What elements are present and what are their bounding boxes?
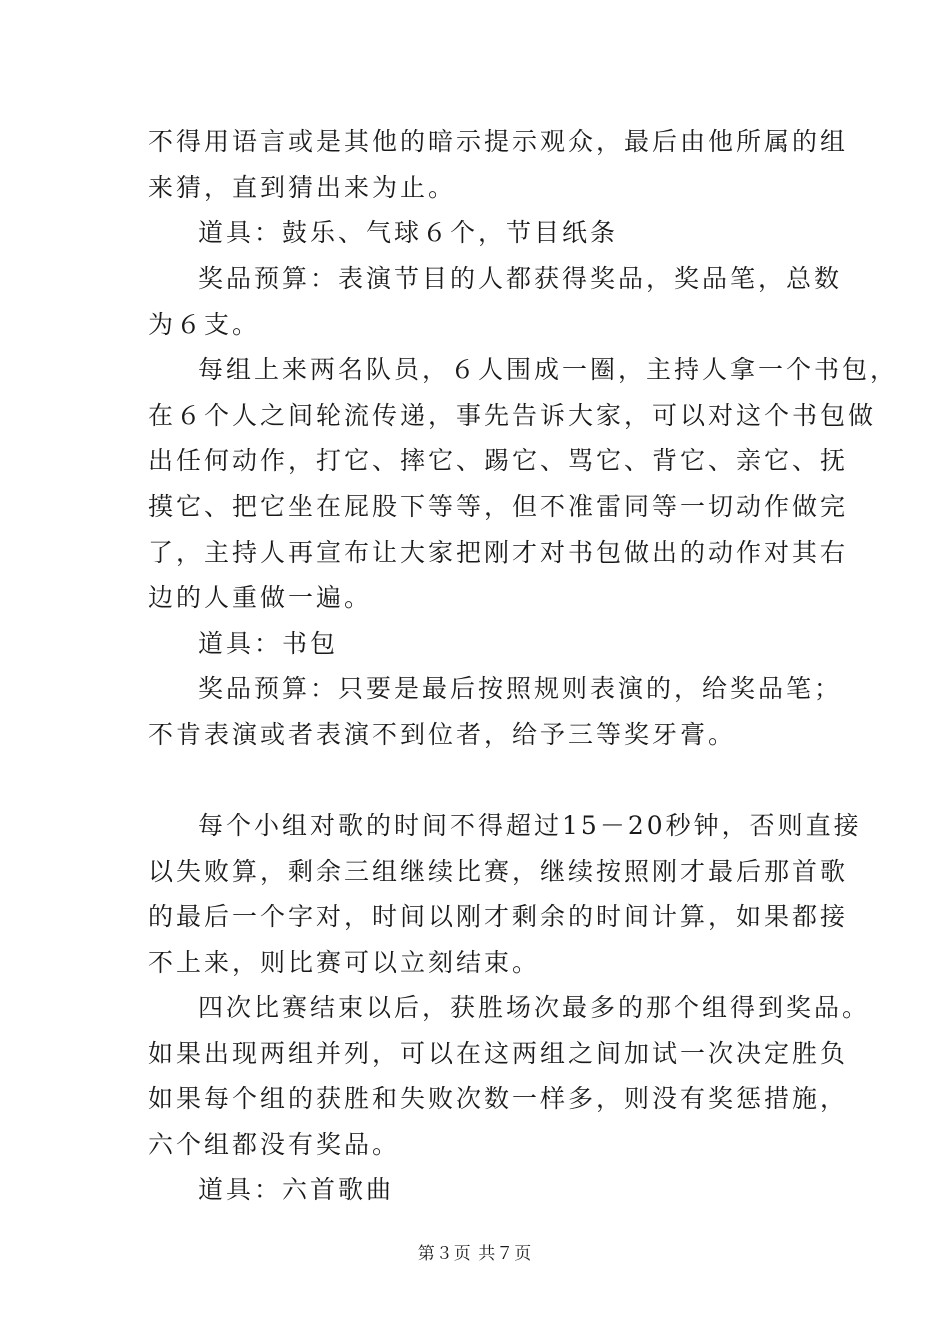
text-line: 四次比赛结束以后，获胜场次最多的那个组得到奖品。 xyxy=(198,993,871,1022)
text-line: 以失败算，剩余三组继续比赛，继续按照刚才最后那首歌 xyxy=(148,857,849,886)
text-line: 不上来，则比赛可以立刻结束。 xyxy=(148,948,541,977)
text-line: 奖品预算：表演节目的人都获得奖品，奖品笔，总数 xyxy=(198,264,843,293)
text-line: 如果出现两组并列，可以在这两组之间加试一次决定胜负 xyxy=(148,1039,849,1068)
text-line: 了，主持人再宣布让大家把刚才对书包做出的动作对其右 xyxy=(148,538,849,567)
text-line: 在６个人之间轮流传递，事先告诉大家，可以对这个书包做 xyxy=(148,401,877,430)
text-line: 每组上来两名队员，６人围成一圈，主持人拿一个书包， xyxy=(198,355,899,384)
text-line: 如果每个组的获胜和失败次数一样多，则没有奖惩措施， xyxy=(148,1084,849,1113)
text-line: 道具：书包 xyxy=(198,629,339,658)
page-footer: 第３页 共７页 xyxy=(417,1244,533,1264)
text-line: 不肯表演或者表演不到位者，给予三等奖牙膏。 xyxy=(148,720,737,749)
text-line: 来猜，直到猜出来为止。 xyxy=(148,173,457,202)
text-line: 的最后一个字对，时间以刚才剩余的时间计算，如果都接 xyxy=(148,902,849,931)
text-line: 出任何动作，打它、摔它、踢它、骂它、背它、亲它、抚 xyxy=(148,446,849,475)
text-line: 道具：六首歌曲 xyxy=(198,1175,395,1204)
text-line: 每个小组对歌的时间不得超过15－20秒钟，否则直接 xyxy=(198,811,862,840)
text-line: 边的人重做一遍。 xyxy=(148,583,373,612)
text-line: 为６支。 xyxy=(148,310,261,339)
text-line: 道具：鼓乐、气球６个，节目纸条 xyxy=(198,218,619,247)
text-line: 奖品预算：只要是最后按照规则表演的，给奖品笔； xyxy=(198,674,843,703)
text-line: 不得用语言或是其他的暗示提示观众，最后由他所属的组 xyxy=(148,127,849,156)
text-line: 摸它、把它坐在屁股下等等，但不准雷同等一切动作做完 xyxy=(148,492,849,521)
text-line: 六个组都没有奖品。 xyxy=(148,1130,401,1159)
